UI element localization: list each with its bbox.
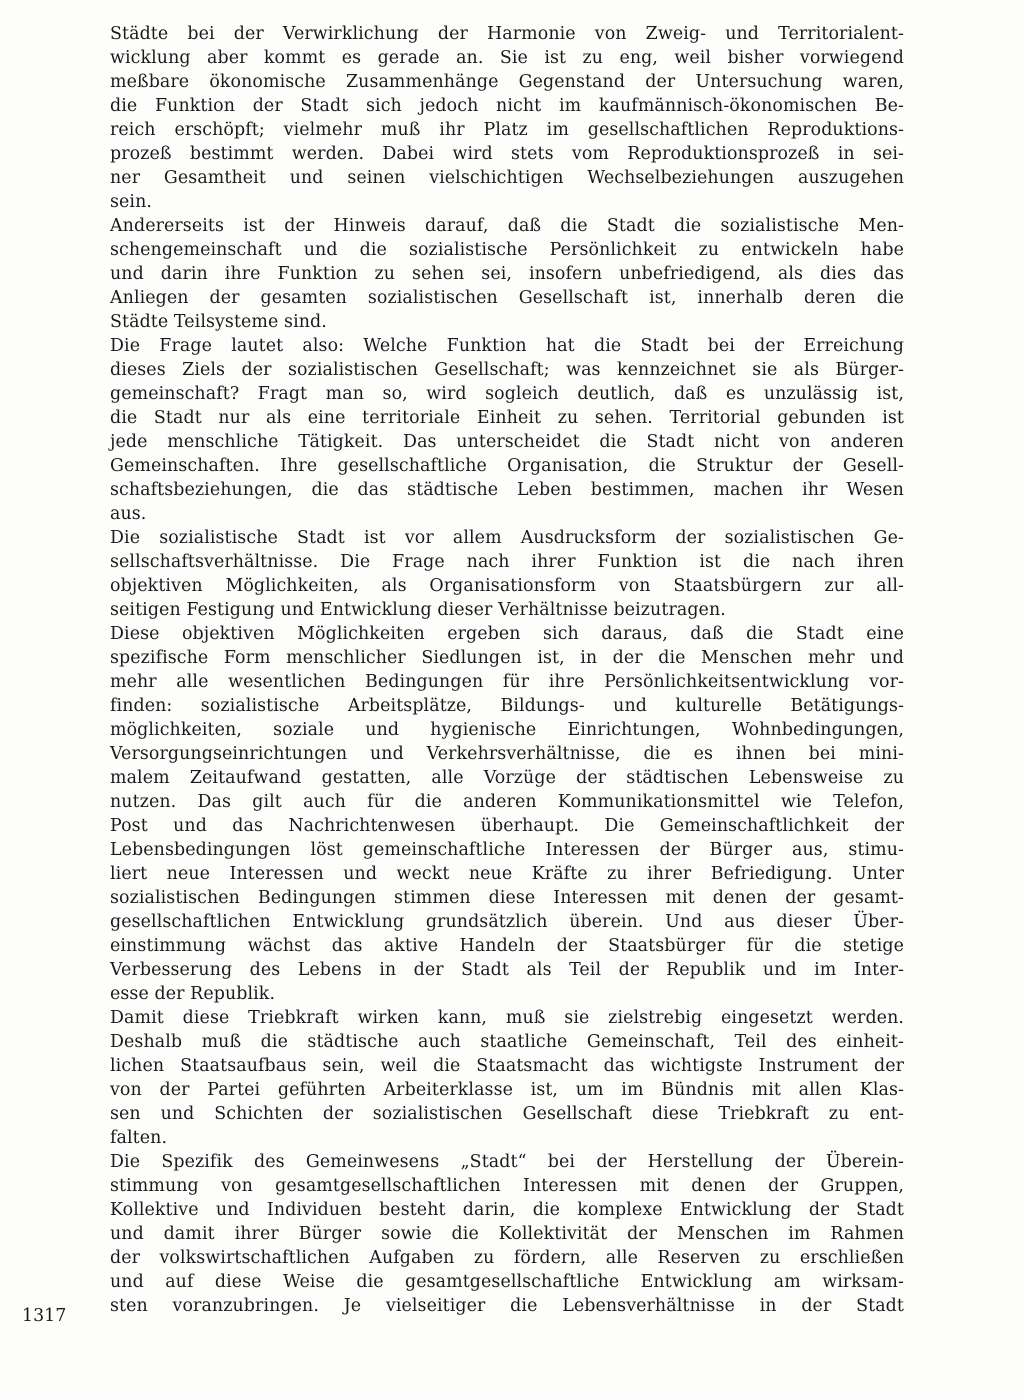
- text-line: sen und Schichten der sozialistischen Gesellschaft diese Triebkraft zu ent-: [110, 1104, 904, 1124]
- paragraph: [110, 334, 904, 526]
- text-line: falten.: [110, 1128, 168, 1148]
- text-line: finden: sozialistische Arbeitsplätze, Bildungs- und kulturelle Betätigungs-: [110, 696, 904, 716]
- text-line: die Funktion der Stadt sich jedoch nicht im kaufmännisch-ökonomischen Be-: [110, 96, 904, 116]
- text-line: und damit ihrer Bürger sowie die Kollektivität der Menschen im Rahmen: [110, 1224, 904, 1244]
- text-line: Verbesserung des Lebens in der Stadt als Teil der Republik und im Inter-: [110, 960, 904, 980]
- text-line: sozialistischen Bedingungen stimmen diese Interessen mit denen der gesamt-: [110, 888, 904, 908]
- text-line: Andererseits ist der Hinweis darauf, daß die Stadt die sozialistische Men-: [110, 216, 904, 236]
- text-line: Kollektive und Individuen besteht darin, die komplexe Entwicklung der Stadt: [110, 1200, 904, 1220]
- text-line: nutzen. Das gilt auch für die anderen Kommunikationsmittel wie Telefon,: [110, 792, 904, 812]
- text-line: objektiven Möglichkeiten, als Organisationsform von Staatsbürgern zur all-: [110, 576, 904, 596]
- text-line: dieses Ziels der sozialistischen Gesellschaft; was kennzeichnet sie als Bürger-: [110, 360, 904, 380]
- text-line: sellschaftsverhältnisse. Die Frage nach ihrer Funktion ist die nach ihren: [110, 552, 904, 572]
- text-line: Die sozialistische Stadt ist vor allem Ausdrucksform der sozialistischen Ge-: [110, 528, 904, 548]
- text-line: stimmung von gesamtgesellschaftlichen Interessen mit denen der Gruppen,: [110, 1176, 904, 1196]
- paragraph: [110, 1150, 904, 1318]
- text-line: Versorgungseinrichtungen und Verkehrsverhältnisse, die es ihnen bei mini-: [110, 744, 904, 764]
- text-line: esse der Republik.: [110, 984, 276, 1004]
- paragraph: [110, 622, 904, 1006]
- text-line: spezifische Form menschlicher Siedlungen ist, in der die Menschen mehr und: [110, 648, 904, 668]
- text-line: seitigen Festigung und Entwicklung dieser Verhältnisse beizutragen.: [110, 600, 726, 620]
- text-line: wicklung aber kommt es gerade an. Sie ist zu eng, weil bisher vorwiegend: [110, 48, 904, 68]
- text-line: Post und das Nachrichtenwesen überhaupt. Die Gemeinschaftlichkeit der: [110, 816, 904, 836]
- paragraph: [110, 526, 904, 622]
- text-line: prozeß bestimmt werden. Dabei wird stets vom Reproduktionsprozeß in sei-: [110, 144, 904, 164]
- text-line: mehr alle wesentlichen Bedingungen für ihre Persönlichkeitsentwicklung vor-: [110, 672, 904, 692]
- paragraph: [110, 22, 904, 214]
- text-line: Gemeinschaften. Ihre gesellschaftliche Organisation, die Struktur der Gesell-: [110, 456, 904, 476]
- text-line: und auf diese Weise die gesamtgesellschaftliche Entwicklung am wirksam-: [110, 1272, 904, 1292]
- paragraph: [110, 1006, 904, 1150]
- text-line: gemeinschaft? Fragt man so, wird sogleich deutlich, daß es unzulässig ist,: [110, 384, 904, 404]
- text-line: gesellschaftlichen Entwicklung grundsätzlich überein. Und aus dieser Über-: [110, 912, 904, 932]
- text-line: möglichkeiten, soziale und hygienische Einrichtungen, Wohnbedingungen,: [110, 720, 904, 740]
- text-line: lichen Staatsaufbaus sein, weil die Staatsmacht das wichtigste Instrument der: [110, 1056, 904, 1076]
- text-line: die Stadt nur als eine territoriale Einheit zu sehen. Territorial gebunden ist: [110, 408, 904, 428]
- text-line: sten voranzubringen. Je vielseitiger die Lebensverhältnisse in der Stadt: [110, 1296, 904, 1316]
- text-line: Diese objektiven Möglichkeiten ergeben sich daraus, daß die Stadt eine: [110, 624, 904, 644]
- text-line: Damit diese Triebkraft wirken kann, muß sie zielstrebig eingesetzt werden.: [110, 1008, 904, 1028]
- text-line: reich erschöpft; vielmehr muß ihr Platz im gesellschaftlichen Reproduktions-: [110, 120, 904, 140]
- text-line: Städte Teilsysteme sind.: [110, 312, 327, 332]
- paragraph: [110, 214, 904, 334]
- text-line: und darin ihre Funktion zu sehen sei, insofern unbefriedigend, als dies das: [110, 264, 904, 284]
- text-line: Anliegen der gesamten sozialistischen Gesellschaft ist, innerhalb deren die: [110, 288, 904, 308]
- text-line: der volkswirtschaftlichen Aufgaben zu fördern, alle Reserven zu erschließen: [110, 1248, 904, 1268]
- text-line: aus.: [110, 504, 147, 524]
- text-line: liert neue Interessen und weckt neue Kräfte zu ihrer Befriedigung. Unter: [110, 864, 904, 884]
- text-line: sein.: [110, 192, 153, 212]
- text-line: jede menschliche Tätigkeit. Das unterscheidet die Stadt nicht von anderen: [110, 432, 904, 452]
- text-line: meßbare ökonomische Zusammenhänge Gegenstand der Untersuchung waren,: [110, 72, 904, 92]
- text-line: Die Frage lautet also: Welche Funktion hat die Stadt bei der Erreichung: [110, 336, 904, 356]
- body-text: [110, 22, 904, 1318]
- text-line: einstimmung wächst das aktive Handeln der Staatsbürger für die stetige: [110, 936, 904, 956]
- text-line: ner Gesamtheit und seinen vielschichtigen Wechselbeziehungen auszugehen: [110, 168, 904, 188]
- text-line: schengemeinschaft und die sozialistische Persönlichkeit zu entwickeln habe: [110, 240, 904, 260]
- text-line: Städte bei der Verwirklichung der Harmonie von Zweig- und Territorialent-: [110, 24, 904, 44]
- text-line: Deshalb muß die städtische auch staatliche Gemeinschaft, Teil des einheit-: [110, 1032, 904, 1052]
- page-number: 1317: [22, 1306, 67, 1326]
- text-line: Lebensbedingungen löst gemeinschaftliche Interessen der Bürger aus, stimu-: [110, 840, 904, 860]
- text-line: Die Spezifik des Gemeinwesens „Stadt“ bei der Herstellung der Überein-: [110, 1152, 904, 1172]
- text-line: malem Zeitaufwand gestatten, alle Vorzüge der städtischen Lebensweise zu: [110, 768, 904, 788]
- text-line: von der Partei geführten Arbeiterklasse ist, um im Bündnis mit allen Klas-: [110, 1080, 904, 1100]
- text-line: schaftsbeziehungen, die das städtische Leben bestimmen, machen ihr Wesen: [110, 480, 904, 500]
